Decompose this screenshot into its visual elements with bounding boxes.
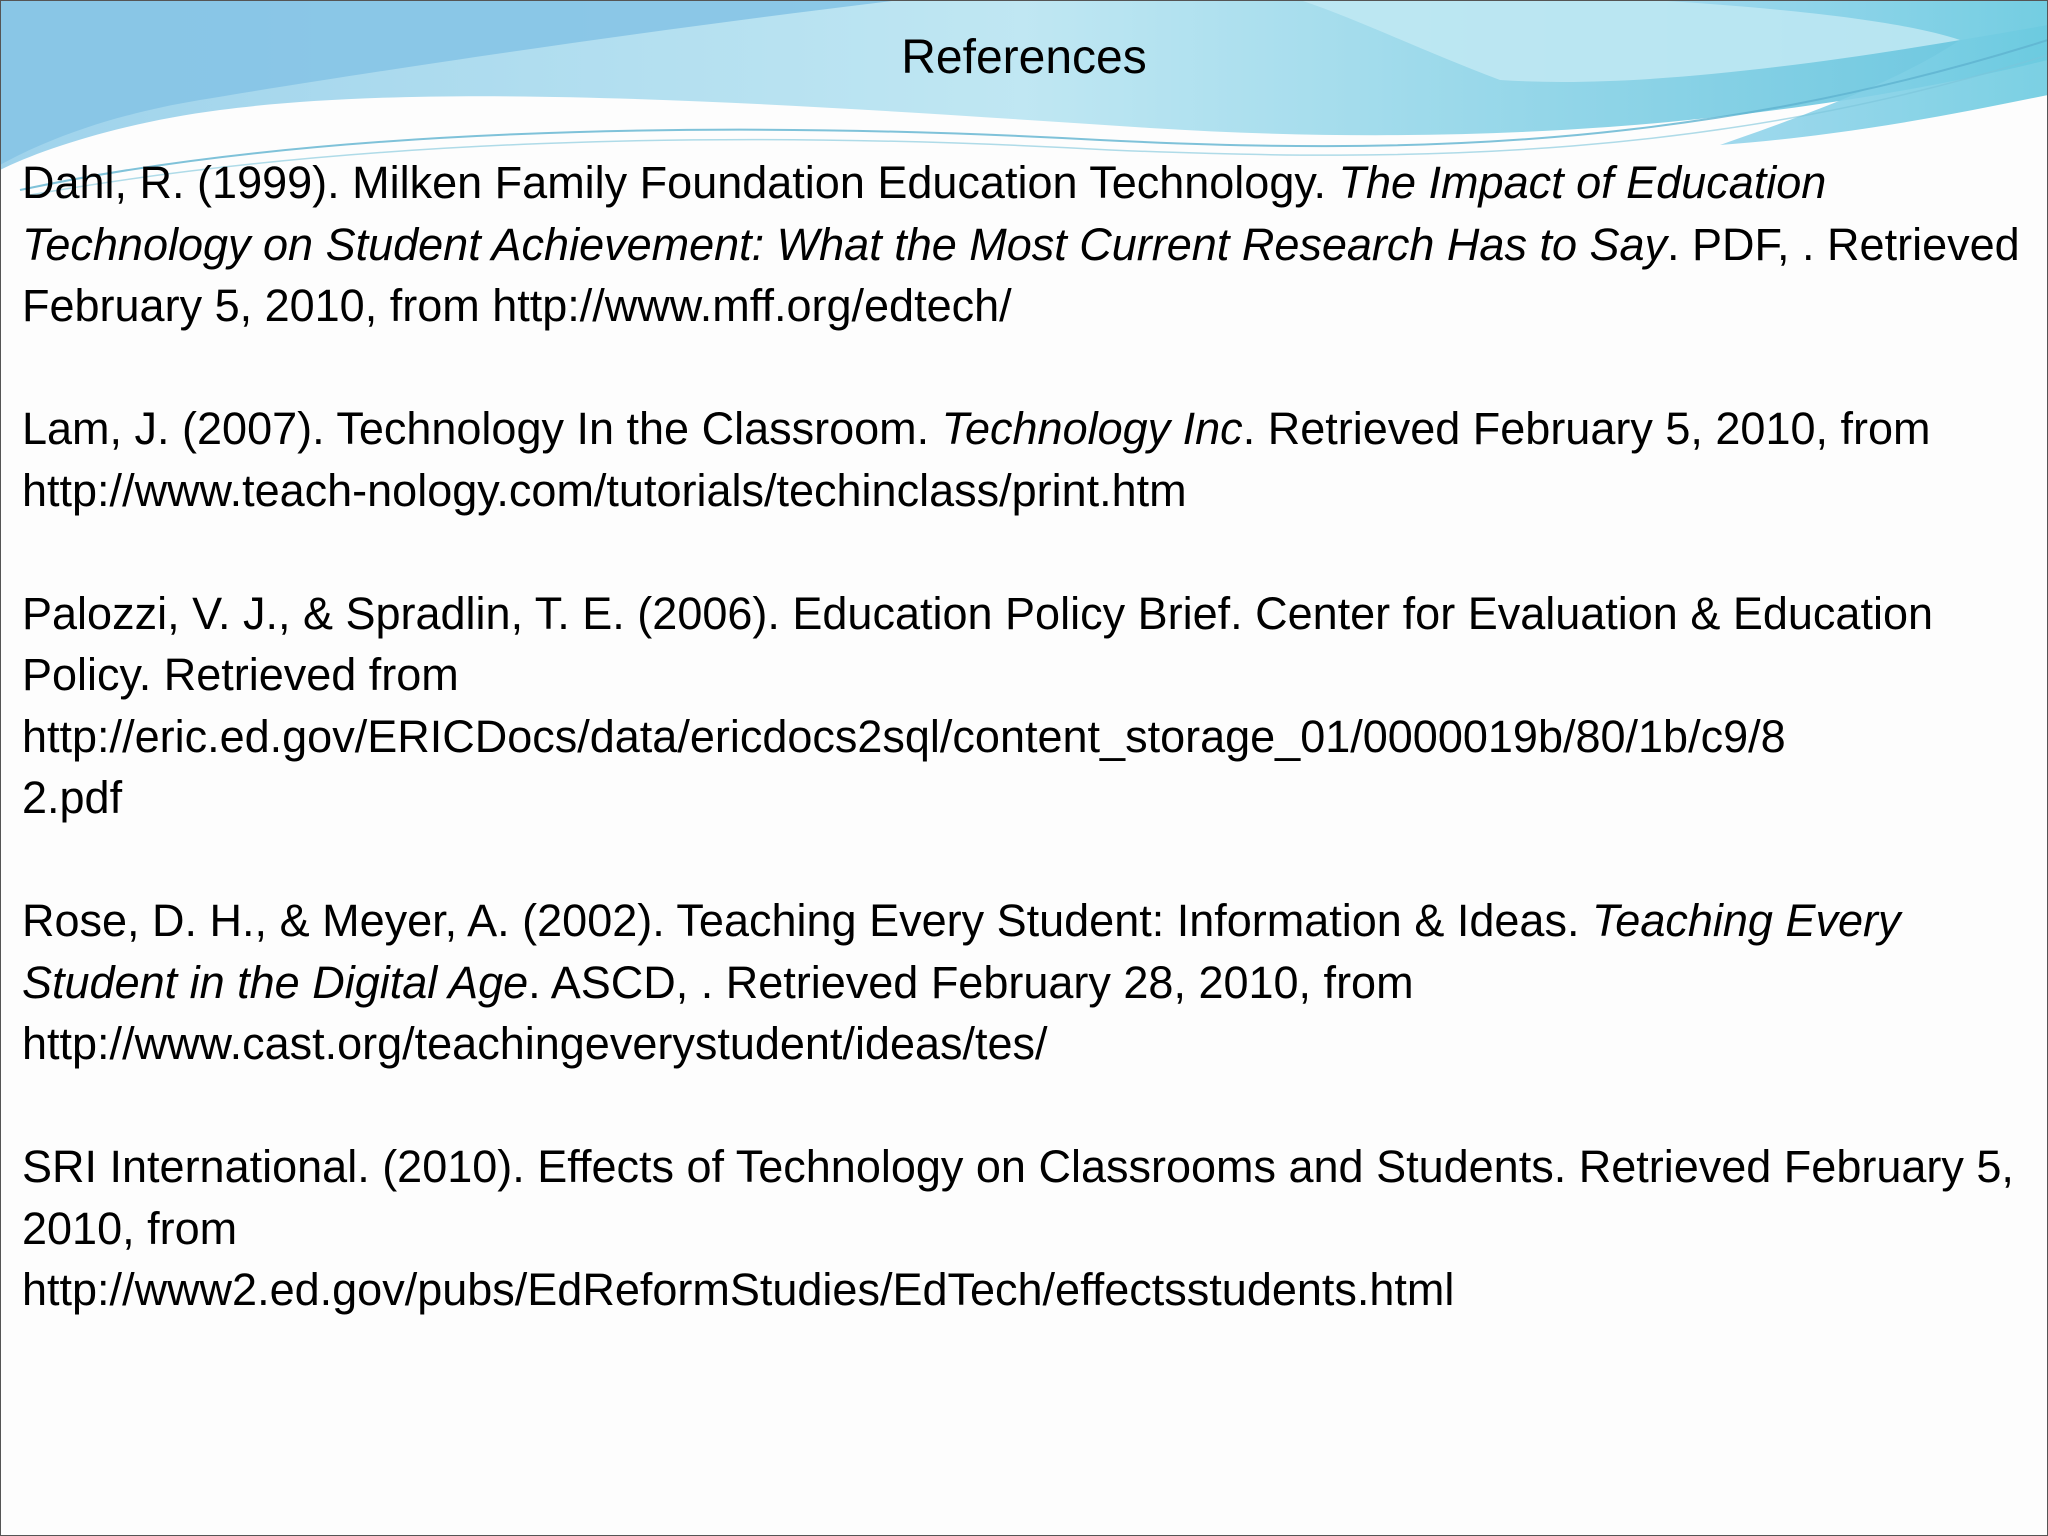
reference-text: Rose, D. H., & Meyer, A. (2002). Teaching Every Student: Information & Ideas. bbox=[22, 895, 1592, 946]
reference-text: Dahl, R. (1999). Milken Family Foundation Education Technology. bbox=[22, 157, 1339, 208]
reference-title-italic: Technology Inc bbox=[941, 403, 1243, 454]
reference-text: . PDF, . Retrieved February 5, 2010, from http://www.mff.org/edtech/ bbox=[22, 218, 2020, 331]
reference-text: . ASCD, . Retrieved February 28, 2010, from bbox=[528, 956, 1414, 1008]
reference-palozzi bbox=[22, 583, 2032, 829]
reference-text: Lam, J. (2007). Technology In the Classroom. bbox=[22, 403, 942, 454]
references-list bbox=[22, 152, 2032, 1382]
reference-dahl bbox=[22, 152, 2032, 337]
reference-url: http://www.cast.org/teachingeverystudent/ideas/tes/ bbox=[22, 1018, 1048, 1069]
reference-text: Palozzi, V. J., & Spradlin, T. E. (2006). Education Policy Brief. Center for Evaluation & Education Policy. Retrieved from bbox=[22, 587, 1934, 700]
reference-url-continued: 2.pdf bbox=[22, 772, 123, 823]
reference-sri bbox=[22, 1136, 2032, 1321]
reference-url: http://eric.ed.gov/ERICDocs/data/ericdocs2sql/content_storage_01/0000019b/80/1b/c9/8 bbox=[22, 710, 1786, 762]
reference-text: . Retrieved February 5, 2010, from http://www.teach-nology.com/tutorials/techinclass/print.htm bbox=[22, 403, 1931, 516]
reference-title-italic: The Impact of Education Technology on Student Achievement: What the Most Current Research Has to Say bbox=[22, 157, 1827, 270]
page-title: References bbox=[901, 31, 1147, 84]
reference-lam bbox=[22, 398, 2032, 521]
reference-rose bbox=[22, 890, 2032, 1075]
reference-title-italic: Teaching Every Student in the Digital Age bbox=[22, 895, 1901, 1008]
reference-url: http://www2.ed.gov/pubs/EdReformStudies/EdTech/effectsstudents.html bbox=[22, 1264, 1455, 1315]
reference-text: SRI International. (2010). Effects of Technology on Classrooms and Students. Retrieved February 5, 2010, from bbox=[22, 1141, 2014, 1254]
